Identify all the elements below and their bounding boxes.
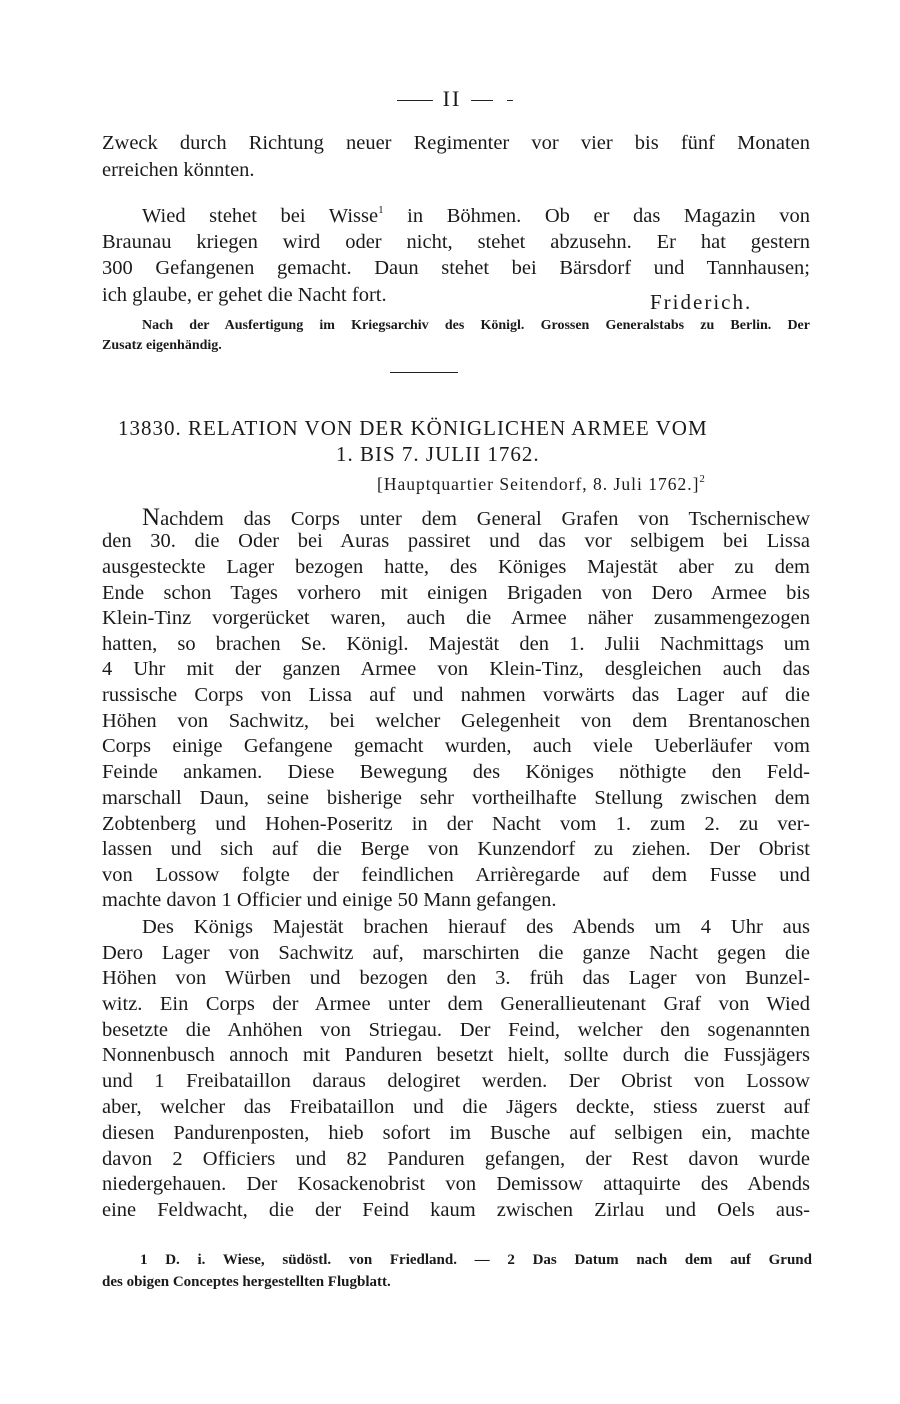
- footnote-marker: 1: [378, 204, 384, 216]
- text-line: Höhen von Sachwitz, bei welcher Gelegenheit von dem Brentanoschen: [102, 710, 810, 732]
- text-line: Nonnenbusch annoch mit Panduren besetzt hielt, sollte durch die Fussjägers: [102, 1044, 810, 1066]
- text-line: eine Feldwacht, die der Feind kaum zwischen Zirlau und Oels aus-: [102, 1199, 810, 1221]
- header-dash-left: [397, 100, 433, 101]
- header-dash-tail: [507, 100, 513, 101]
- text-line: witz. Ein Corps der Armee unter dem Generallieutenant Graf von Wied: [102, 993, 810, 1015]
- signature: Friderich.: [650, 290, 753, 314]
- text-line: marschall Daun, seine bisherige sehr vortheilhafte Stellung zwischen dem: [102, 787, 810, 809]
- text-line: Nachdem das Corps unter dem General Grafen von Tschernischew: [142, 504, 810, 531]
- text-line: und 1 Freibataillon daraus delogiret werden. Der Obrist von Lossow: [102, 1070, 810, 1092]
- text-line: Dero Lager von Sachwitz auf, marschirten die ganze Nacht gegen die: [102, 942, 810, 964]
- text-line: lassen und sich auf die Berge von Kunzendorf zu ziehen. Der Obrist: [102, 838, 810, 860]
- document-title-date: 1. BIS 7. JULII 1762.: [336, 442, 540, 466]
- footnote-marker: 2: [699, 473, 706, 485]
- source-note: Nach der Ausfertigung im Kriegsarchiv des Königl. Grossen Generalstabs zu Berlin. Der: [142, 318, 810, 333]
- text-line: diesen Pandurenposten, hieb sofort im Busche auf selbigen ein, machte: [102, 1122, 810, 1144]
- text-line: Zobtenberg und Hohen-Poseritz in der Nacht vom 1. zum 2. zu ver-: [102, 813, 810, 835]
- text-line: erreichen könnten.: [102, 159, 255, 181]
- text-line: Feinde ankamen. Diese Bewegung des Königes nöthigte den Feld-: [102, 761, 810, 783]
- text-line: Des Königs Majestät brachen hierauf des Abends um 4 Uhr aus: [142, 916, 810, 938]
- text-line: 300 Gefangenen gemacht. Daun stehet bei Bärsdorf und Tannhausen;: [102, 257, 810, 279]
- page-header: [0, 86, 900, 112]
- text-line: besetzte die Anhöhen von Striegau. Der Feind, welcher den sogenannten: [102, 1019, 810, 1041]
- text-line: den 30. die Oder bei Auras passiret und das vor selbigem bei Lissa: [102, 530, 810, 552]
- footnote: 1 D. i. Wiese, südöstl. von Friedland. — 2 Das Datum nach dem auf Grund: [140, 1252, 812, 1268]
- text-line: Klein-Tinz vorgerücket waren, auch die Armee näher zusammengezogen: [102, 607, 810, 629]
- page-number: II: [442, 86, 462, 111]
- text-line: hatten, so brachen Se. Königl. Majestät den 1. Julii Nachmittags um: [102, 633, 810, 655]
- text-line: von Lossow folgte der feindlichen Arrièregarde auf dem Fusse und: [102, 864, 810, 886]
- text-line: Höhen von Würben und bezogen den 3. früh das Lager von Bunzel-: [102, 967, 810, 989]
- text-line: 4 Uhr mit der ganzen Armee von Klein-Tinz, desgleichen auch das: [102, 658, 810, 680]
- text-line: machte davon 1 Officier und einige 50 Mann gefangen.: [102, 889, 557, 911]
- text-line: ich glaube, er gehet die Nacht fort.: [102, 284, 387, 306]
- text-line: russische Corps von Lissa auf und nahmen vorwärts das Lager auf die: [102, 684, 810, 706]
- text-line: Zweck durch Richtung neuer Regimenter vor vier bis fünf Monaten: [102, 132, 810, 154]
- text-line: ausgesteckte Lager bezogen hatte, des Königes Majestät aber zu dem: [102, 556, 810, 578]
- section-divider: [390, 372, 458, 373]
- text-line: aber, welcher das Freibataillon und die Jägers deckte, stiess zuerst auf: [102, 1096, 810, 1118]
- text-line: Wied stehet bei Wisse$^1$ in Böhmen. Ob er das Magazin von: [142, 204, 810, 227]
- header-dash-right: [471, 100, 493, 101]
- text-line: Ende schon Tages vorhero mit einigen Brigaden von Dero Armee bis: [102, 582, 810, 604]
- footnote: des obigen Conceptes hergestellten Flugblatt.: [102, 1274, 391, 1290]
- dateline: [Hauptquartier Seitendorf, 8. Juli 1762.]$^2$: [377, 473, 706, 494]
- text-line: Braunau kriegen wird oder nicht, stehet abzusehn. Er hat gestern: [102, 231, 810, 253]
- text-line: davon 2 Officiers und 82 Panduren gefangen, der Rest davon wurde: [102, 1148, 810, 1170]
- text-line: Corps einige Gefangene gemacht wurden, auch viele Ueberläufer vom: [102, 735, 810, 757]
- initial-letter: N: [142, 504, 161, 531]
- text-line: niedergehauen. Der Kosackenobrist von Demissow attaquirte des Abends: [102, 1173, 810, 1195]
- document-title: 13830. RELATION VON DER KÖNIGLICHEN ARMEE VOM: [118, 416, 708, 440]
- source-note: Zusatz eigenhändig.: [102, 338, 222, 353]
